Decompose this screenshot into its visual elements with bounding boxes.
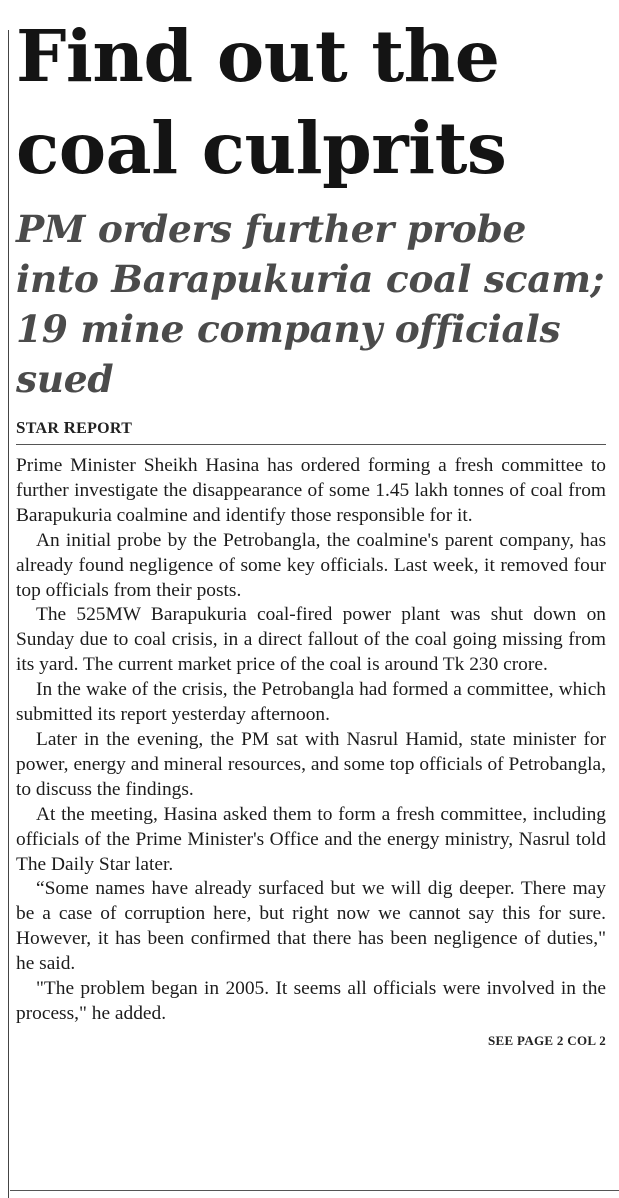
byline-rest-1: TAR: [25, 420, 64, 437]
paragraph: An initial probe by the Petrobangla, the coalmine's parent company, has already found negligence of some key officials. Last week, it removed four top officials from their posts.: [16, 529, 606, 601]
paragraph: “Some names have already surfaced but we will dig deeper. There may be a case of corruption here, but right now we cannot say this for sure. However, it has been confirmed that there has been negligence of duties," he said.: [16, 878, 606, 975]
paragraph: Prime Minister Sheikh Hasina has ordered forming a fresh committee to further investigate the disappearance of some 1.45 lakh tonnes of coal from Barapukuria coalmine and identify those responsible for it.: [16, 455, 606, 526]
paragraph: The 525MW Barapukuria coal-fired power plant was shut down on Sunday due to coal crisis, in a direct fallout of the coal going missing from its yard. The current market price of the coal is around Tk 230 crore.: [16, 604, 606, 676]
headline: Find out the coal culprits: [16, 14, 507, 190]
paragraph: In the wake of the crisis, the Petrobangla had formed a committee, which submitted its report yesterday afternoon.: [16, 679, 606, 726]
byline-rest-2: EPORT: [76, 420, 133, 437]
news-article: [16, 10, 608, 1049]
subheadline: PM orders further probe into Barapukuria coal scam; 19 mine company officials sued: [16, 207, 605, 401]
byline-cap-1: S: [16, 418, 26, 437]
continued-on-link: SEE PAGE 2 COL 2: [488, 1032, 606, 1048]
article-body: [16, 454, 606, 1027]
byline-cap-2: R: [63, 418, 77, 437]
byline: [16, 418, 606, 445]
column-rule-left: [8, 30, 9, 1198]
column-rule-bottom: [10, 1190, 619, 1191]
paragraph: Later in the evening, the PM sat with Nasrul Hamid, state minister for power, energy and mineral resources, and some top officials of Petrobangla, to discuss the findings.: [16, 728, 606, 800]
paragraph: At the meeting, Hasina asked them to form a fresh committee, including officials of the Prime Minister's Office and the energy ministry, Nasrul told The Daily Star later.: [16, 803, 606, 875]
paragraph: "The problem began in 2005. It seems all officials were involved in the process," he added.: [16, 978, 606, 1024]
